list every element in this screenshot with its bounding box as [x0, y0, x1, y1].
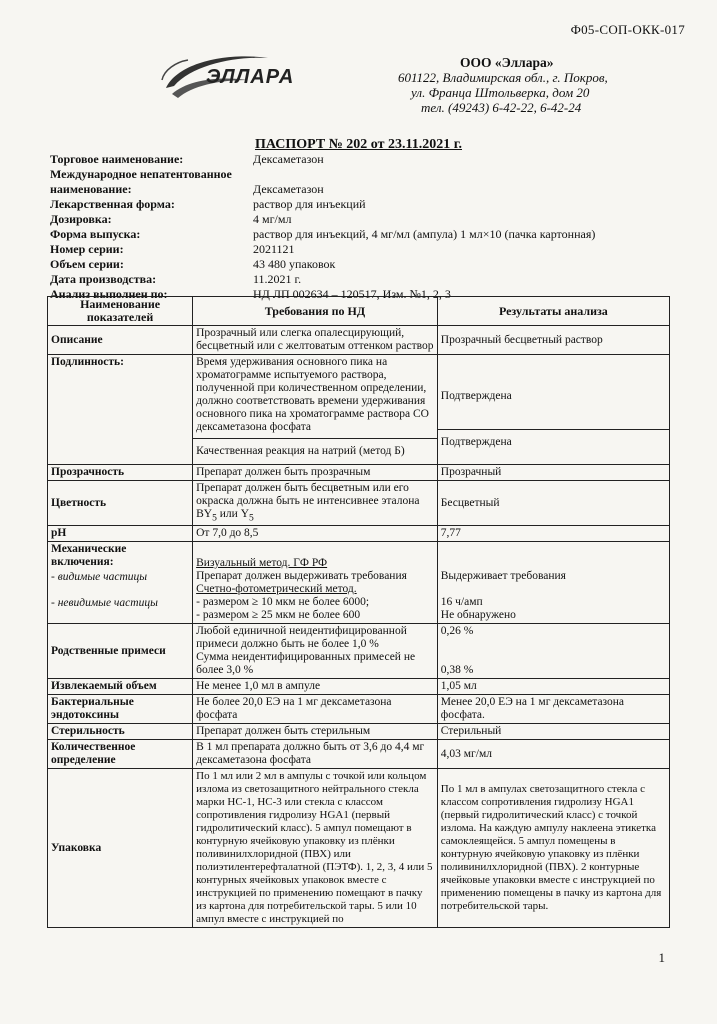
row-requirement: Не более 20,0 ЕЭ на 1 мг дексаметазона фосфата	[193, 695, 438, 724]
table-row	[48, 481, 670, 526]
table-row	[48, 624, 670, 679]
row-result: Менее 20,0 ЕЭ на 1 мг дексаметазона фосфата.	[437, 695, 669, 724]
row-name: Упаковка	[48, 769, 193, 928]
meta-value: Дексаметазон	[253, 152, 324, 166]
meta-row	[50, 227, 670, 242]
method-visual: Визуальный метод. ГФ РФ	[196, 557, 328, 570]
row-name: Количественное определение	[48, 740, 193, 769]
page-number: 1	[658, 950, 665, 965]
meta-key: Дата производства:	[50, 272, 157, 286]
meta-value: Дексаметазон	[253, 182, 324, 196]
result-visual: Выдерживает требования	[440, 570, 566, 583]
row-requirement: Не менее 1,0 мл в ампуле	[193, 679, 438, 695]
table-row	[48, 769, 670, 928]
row-name	[48, 542, 193, 624]
row-requirement: Прозрачный или слегка опалесцирующий, бесцветный или с желтоватым оттенком раствор	[193, 326, 438, 355]
analysis-results-table	[47, 296, 670, 928]
meta-value: раствор для инъекций, 4 мг/мл (ампула) 1 мл×10 (пачка картонная)	[253, 227, 596, 241]
row-requirement: В 1 мл препарата должно быть от 3,6 до 4,4 мг дексаметазона фосфата	[193, 740, 438, 769]
company-name: ООО «Эллара»	[460, 55, 554, 70]
meta-value: 11.2021 г.	[253, 272, 302, 286]
row-name: Родственные примеси	[48, 624, 193, 679]
meta-row	[50, 242, 670, 257]
meta-row	[50, 167, 670, 182]
table-row	[48, 542, 670, 624]
form-code: Ф05-СОП-ОКК-017	[570, 22, 685, 37]
row-subname-visible: - видимые частицы	[51, 571, 148, 584]
row-name: Цветность	[48, 481, 193, 526]
row-requirement	[193, 481, 438, 526]
etalon-by: BY	[196, 508, 213, 520]
meta-key: Номер серии:	[50, 242, 124, 256]
row-result: Бесцветный	[437, 481, 669, 526]
table-row	[48, 326, 670, 355]
row-result	[437, 355, 669, 465]
row-requirement: Препарат должен быть стерильным	[193, 724, 438, 740]
requirement-10um: - размером ≥ 10 мкм не более 6000;	[196, 596, 370, 609]
meta-key: Форма выпуска:	[50, 227, 141, 241]
row-requirement: По 1 мл или 2 мл в ампулы с точкой или кольцом излома из светозащитного нейтрального стекла марки НС-1, НС-3 или стекла с классом сопротивления гидролизу HGA1 (первый гидролитический класс). 5 ампул помещают в контурную ячейковую упаковку из плёнки поливинилхлоридной (ПВХ) или полиэтилентерефталатной (ПЭТФ). 1, 2, 3, 4 или 5 контурных ячейковых упаковок вместе с инструкцией по применению помещают в пачку из картона для потребительской тары. 5 или 10 ампул вместе с инструкцией по	[193, 769, 438, 928]
requirement-visual: Препарат должен выдерживать требования	[196, 570, 407, 583]
row-result: Стерильный	[437, 724, 669, 740]
meta-row	[50, 272, 670, 287]
company-address-line1: 601122, Владимирская обл., г. Покров,	[398, 70, 608, 85]
meta-row	[50, 257, 670, 272]
meta-value: 4 мг/мл	[253, 212, 292, 226]
table-row	[48, 526, 670, 542]
company-logo-text: ЭЛЛАРА	[206, 66, 295, 88]
company-address-line2: ул. Франца Штольверка, дом 20	[411, 85, 590, 100]
row-name: pH	[48, 526, 193, 542]
row-result: 4,03 мг/мл	[437, 740, 669, 769]
meta-key: Лекарственная форма:	[50, 197, 175, 211]
etalon-or-y: или Y	[216, 508, 250, 520]
meta-key: Анализ выполнен по:	[50, 287, 168, 301]
meta-value: 43 480 упаковок	[253, 257, 336, 271]
meta-key: Международное непатентованное	[50, 167, 232, 181]
row-requirement: От 7,0 до 8,5	[193, 526, 438, 542]
document-title: ПАСПОРТ № 202 от 23.11.2021 г.	[254, 137, 463, 152]
requirement-single-impurity: Любой единичной неидентифицированной примеси должно быть не более 1,0 %	[196, 625, 407, 651]
table-header-row	[48, 297, 670, 326]
row-name: Бактериальные эндотоксины	[48, 695, 193, 724]
column-header: Требования по НД	[193, 297, 438, 326]
requirement-sum-impurities: Сумма неидентифицированных примесей не более 3,0 %	[196, 651, 416, 677]
meta-value: НД ЛП 002634 – 120517, Изм. №1, 2, 3	[253, 287, 451, 301]
etalon-y-index: 5	[249, 512, 254, 524]
meta-row	[50, 152, 670, 167]
table-row	[48, 355, 670, 465]
result-hplc: Подтверждена	[440, 389, 512, 402]
result-sum-impurities: 0,38 %	[440, 664, 474, 677]
meta-key: Объем серии:	[50, 257, 124, 271]
result-single-impurity: 0,26 %	[440, 625, 474, 638]
meta-value	[253, 167, 670, 182]
requirement-25um: - размером ≥ 25 мкм не более 600	[196, 609, 361, 622]
meta-key: Торговое наименование:	[50, 152, 184, 166]
row-result	[437, 542, 669, 624]
row-name: Подлинность:	[48, 355, 193, 465]
table-row	[48, 695, 670, 724]
result-sodium: Подтверждена	[438, 429, 669, 455]
table-row	[48, 724, 670, 740]
result-25um: Не обнаружено	[440, 609, 516, 622]
row-name: Прозрачность	[48, 465, 193, 481]
etalon-by-index: 5	[212, 512, 217, 524]
row-name: Стерильность	[48, 724, 193, 740]
column-header: Наименование показателей	[48, 297, 193, 326]
row-result: Прозрачный бесцветный раствор	[437, 326, 669, 355]
passport-meta	[50, 152, 670, 302]
meta-row	[50, 182, 670, 197]
meta-row	[50, 212, 670, 227]
company-block	[398, 55, 648, 115]
requirement-hplc: Время удерживания основного пика на хроматограмме испытуемого раствора, полученной при количественном определении, должно соответствовать времени удерживания основного пика на хроматограмме раствора СО дексаметазона фосфата	[196, 356, 429, 433]
row-requirement	[193, 542, 438, 624]
result-10um: 16 ч/амп	[440, 596, 483, 609]
meta-row	[50, 197, 670, 212]
row-result: 7,77	[437, 526, 669, 542]
row-subname-invisible: - невидимые частицы	[51, 597, 158, 610]
row-name: Извлекаемый объем	[48, 679, 193, 695]
row-requirement	[193, 355, 438, 465]
meta-key: наименование:	[50, 182, 132, 196]
company-phone: тел. (49243) 6-42-22, 6-42-24	[421, 100, 582, 115]
row-name: Описание	[48, 326, 193, 355]
row-requirement	[193, 624, 438, 679]
requirement-text: Препарат должен быть бесцветным или его окраска должна быть не интенсивнее эталона	[196, 482, 420, 507]
meta-value: раствор для инъекций	[253, 197, 366, 211]
row-name-main: Механические включения:	[51, 543, 127, 569]
method-photometric: Счетно-фотометрический метод.	[196, 583, 357, 596]
row-result	[437, 624, 669, 679]
column-header: Результаты анализа	[437, 297, 669, 326]
row-result: 1,05 мл	[437, 679, 669, 695]
table-row	[48, 740, 670, 769]
row-requirement: Препарат должен быть прозрачным	[193, 465, 438, 481]
row-result: По 1 мл в ампулах светозащитного стекла с классом сопротивления гидролизу HGA1 (первый гидролитический класс) с точкой излома. На каждую ампулу наклеена этикетка самоклеящейся. 5 ампул помещены в контурную ячейковую упаковку из плёнки поливинилхлоридной (ПВХ). 2 контурные ячейковые упаковки вместе с инструкцией по применению помещены в пачку из картона для потребительской тары.	[437, 769, 669, 928]
table-row	[48, 679, 670, 695]
requirement-sodium: Качественная реакция на натрий (метод Б)	[193, 438, 437, 464]
table-row	[48, 465, 670, 481]
row-result: Прозрачный	[437, 465, 669, 481]
meta-value: 2021121	[253, 242, 295, 256]
meta-key: Дозировка:	[50, 212, 112, 226]
